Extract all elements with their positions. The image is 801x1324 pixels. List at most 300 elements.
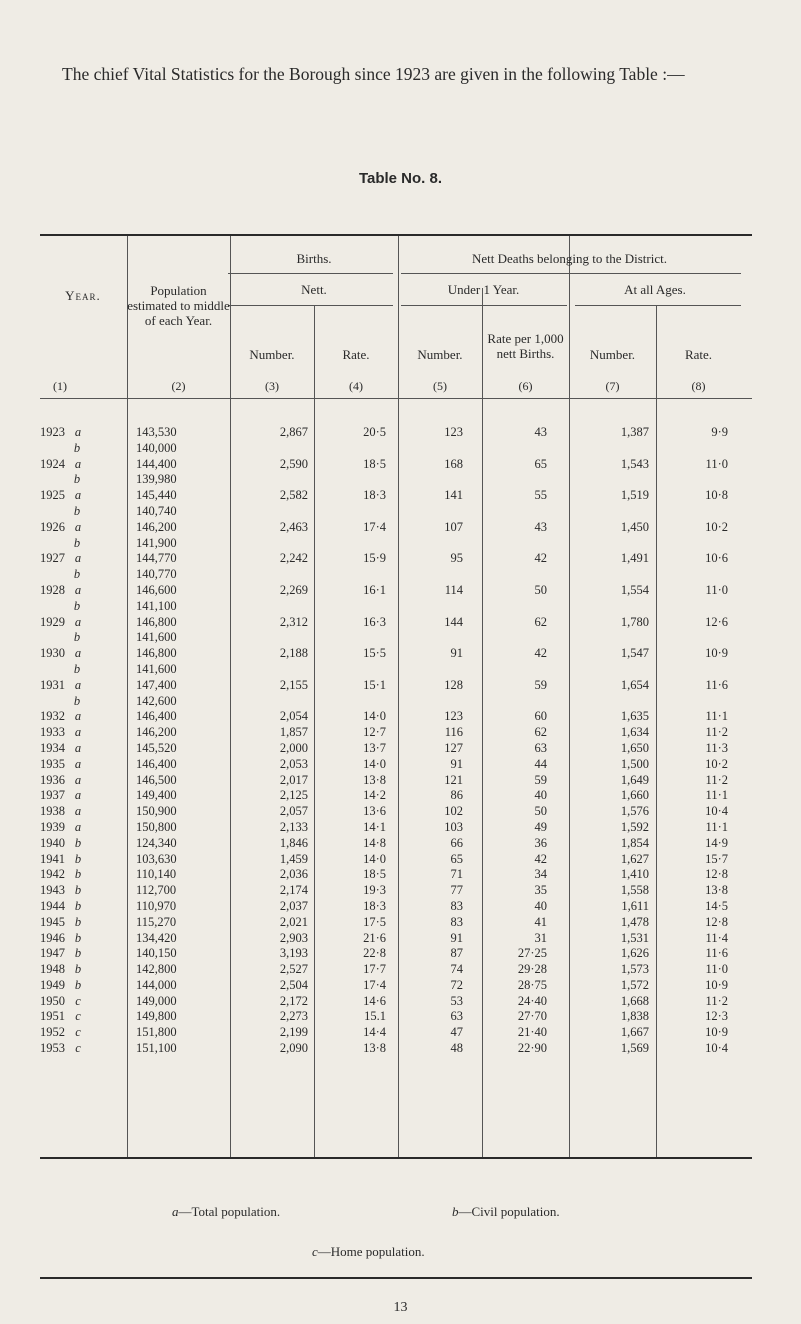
year-cell [40, 757, 84, 773]
under1-number-cell: 95 [450, 551, 463, 566]
population-basis-suffix: b [73, 661, 81, 676]
header-all-number: Number. [589, 347, 636, 362]
col-number-4: (4) [349, 379, 363, 393]
under1-number-cell: 66 [450, 835, 463, 850]
under1-number-cell: 102 [444, 804, 463, 819]
table-row [40, 773, 750, 789]
header-nett-deaths: Nett Deaths belonging to the District. [472, 251, 667, 266]
births-rate-cell: 14·8 [363, 835, 386, 850]
population-cell: 103,630 [136, 851, 177, 866]
births-rate-cell: 14·2 [363, 788, 386, 803]
population-cell: 141,100 [136, 598, 177, 613]
footer-rule [40, 1277, 752, 1279]
under1-rate-cell: 22·90 [517, 1041, 547, 1056]
population-cell: 142,600 [136, 693, 177, 708]
births-rate-cell: 18·5 [363, 867, 386, 882]
table-bottom-rule [40, 1157, 752, 1159]
births-number-cell: 2,125 [279, 788, 308, 803]
table-row [40, 694, 750, 710]
births-rate-cell: 15·1 [363, 677, 386, 692]
under1-number-cell: 71 [450, 867, 463, 882]
population-basis-suffix: a [74, 614, 82, 629]
year-value: 1941 [40, 851, 65, 866]
all-ages-number-cell: 1,611 [621, 898, 649, 913]
under1-number-cell: 144 [444, 614, 463, 629]
table-row [40, 788, 750, 804]
population-cell: 151,100 [136, 1041, 177, 1056]
all-ages-number-cell: 1,649 [620, 772, 649, 787]
population-cell: 146,800 [136, 614, 177, 629]
population-basis-suffix: b [74, 835, 82, 850]
all-ages-number-cell: 1,519 [620, 488, 649, 503]
all-ages-number-cell: 1,531 [620, 930, 649, 945]
births-number-cell: 2,312 [279, 614, 308, 629]
col-number-5: (5) [433, 379, 447, 393]
under1-number-cell: 72 [450, 977, 463, 992]
population-cell: 149,000 [136, 993, 177, 1008]
year-cell [40, 599, 84, 615]
all-ages-number-cell: 1,634 [620, 725, 649, 740]
population-basis-suffix: b [73, 535, 81, 550]
population-basis-suffix: a [74, 756, 82, 771]
under1-underline [401, 305, 567, 306]
births-rate-cell: 13·8 [363, 1041, 386, 1056]
year-cell [40, 425, 84, 441]
year-value: 1931 [40, 677, 65, 692]
table-row [40, 1025, 750, 1041]
under1-number-cell: 83 [450, 898, 463, 913]
table-row [40, 725, 750, 741]
table-row [40, 962, 750, 978]
population-basis-suffix: b [73, 472, 81, 487]
all-ages-number-cell: 1,387 [620, 425, 649, 439]
population-cell: 145,520 [136, 740, 177, 755]
table-row [40, 978, 750, 994]
under1-number-cell: 74 [450, 962, 463, 977]
births-rate-cell: 14·4 [363, 1025, 386, 1040]
col-number-7: (7) [605, 379, 620, 393]
all-ages-rate-cell: 11·0 [705, 456, 728, 471]
births-number-cell: 2,463 [279, 519, 308, 534]
year-value: 1927 [40, 551, 65, 566]
births-number-cell: 2,273 [279, 1009, 308, 1024]
all-ages-rate-cell: 9·9 [711, 425, 728, 439]
population-cell: 146,200 [136, 725, 177, 740]
year-cell [40, 836, 84, 852]
population-cell: 144,000 [136, 977, 177, 992]
year-value: 1933 [40, 725, 65, 740]
all-ages-rate-cell: 14·5 [705, 898, 728, 913]
under1-rate-cell: 40 [534, 788, 547, 803]
births-rate-cell: 18·3 [363, 488, 386, 503]
year-cell [40, 820, 84, 836]
births-number-cell: 2,590 [279, 456, 308, 471]
births-number-cell: 1,846 [279, 835, 308, 850]
births-number-cell: 2,242 [279, 551, 308, 566]
births-rate-cell: 18·5 [363, 456, 386, 471]
all-ages-number-cell: 1,573 [620, 962, 649, 977]
year-value: 1943 [40, 883, 65, 898]
population-cell: 146,500 [136, 772, 177, 787]
population-cell: 149,400 [136, 788, 177, 803]
table-row [40, 994, 750, 1010]
table-row [40, 931, 750, 947]
population-basis-suffix: b [74, 977, 82, 992]
header-under1-number: Number. [417, 347, 463, 362]
table-row [40, 615, 750, 631]
population-cell: 141,600 [136, 661, 177, 676]
population-basis-suffix: a [74, 804, 82, 819]
year-value: 1952 [40, 1025, 65, 1040]
all-ages-rate-cell: 13·8 [705, 883, 728, 898]
table-row [40, 757, 750, 773]
population-cell: 150,900 [136, 804, 177, 819]
all-ages-rate-cell: 12·8 [705, 914, 728, 929]
header-births: Births. [296, 251, 332, 266]
population-basis-suffix: b [74, 898, 82, 913]
footnote-c [312, 1244, 425, 1260]
year-value: 1925 [40, 488, 65, 503]
all-ages-number-cell: 1,554 [620, 582, 649, 597]
year-cell [40, 551, 84, 567]
population-basis-suffix: c [75, 1025, 81, 1040]
under1-number-cell: 65 [450, 851, 463, 866]
under1-rate-cell: 42 [534, 551, 547, 566]
under1-number-cell: 116 [444, 725, 463, 740]
under1-number-cell: 121 [444, 772, 463, 787]
under1-rate-cell: 42 [534, 851, 547, 866]
year-cell [40, 709, 84, 725]
under1-rate-cell: 59 [534, 677, 547, 692]
births-number-cell: 2,504 [279, 977, 308, 992]
year-cell [40, 1025, 84, 1041]
births-number-cell: 2,090 [279, 1041, 308, 1056]
births-number-cell: 2,054 [279, 709, 308, 724]
population-cell: 150,800 [136, 819, 177, 834]
all-ages-rate-cell: 11·1 [705, 788, 728, 803]
year-cell [40, 883, 84, 899]
population-basis-suffix: a [74, 646, 82, 661]
under1-rate-cell: 44 [534, 756, 547, 771]
under1-number-cell: 63 [450, 1009, 463, 1024]
under1-rate-cell: 35 [534, 883, 547, 898]
year-value: 1929 [40, 614, 65, 629]
year-cell [40, 662, 84, 678]
col-number-8: (8) [691, 379, 706, 393]
year-value: 1945 [40, 914, 65, 929]
table-row [40, 946, 750, 962]
year-value: 1937 [40, 788, 65, 803]
population-basis-suffix: c [75, 993, 81, 1008]
births-number-cell: 2,903 [279, 930, 308, 945]
population-cell: 124,340 [136, 835, 177, 850]
table-row [40, 820, 750, 836]
population-basis-suffix: a [74, 819, 82, 834]
under1-rate-cell: 40 [534, 898, 547, 913]
births-number-cell: 2,199 [279, 1025, 308, 1040]
nett-underline [228, 305, 393, 306]
all-ages-rate-cell: 10·6 [705, 551, 728, 566]
population-basis-suffix: b [74, 883, 82, 898]
under1-rate-cell: 59 [534, 772, 547, 787]
under1-rate-cell: 50 [534, 582, 547, 597]
year-cell [40, 441, 84, 457]
footnote-c-key: c [312, 1244, 318, 1259]
year-cell [40, 915, 84, 931]
all-ages-number-cell: 1,668 [620, 993, 649, 1008]
under1-rate-cell: 55 [534, 488, 547, 503]
year-cell [40, 583, 84, 599]
under1-number-cell: 86 [450, 788, 463, 803]
population-cell: 145,440 [136, 488, 177, 503]
births-rate-cell: 14·0 [363, 851, 386, 866]
year-cell [40, 504, 84, 520]
under1-rate-cell: 24·40 [517, 993, 547, 1008]
all-ages-rate-cell: 11·2 [705, 993, 728, 1008]
all-ages-rate-cell: 11·2 [705, 725, 728, 740]
under1-number-cell: 53 [450, 993, 463, 1008]
population-basis-suffix: b [73, 503, 81, 518]
births-rate-cell: 21·6 [363, 930, 386, 945]
all-ages-rate-cell: 10·4 [705, 1041, 728, 1056]
births-number-cell: 1,459 [279, 851, 308, 866]
births-number-cell: 2,021 [279, 914, 308, 929]
under1-number-cell: 141 [444, 488, 463, 503]
table-row [40, 457, 750, 473]
footnote-b-text: —Civil population. [458, 1204, 560, 1219]
births-rate-cell: 14·0 [363, 709, 386, 724]
under1-number-cell: 83 [450, 914, 463, 929]
table-row [40, 551, 750, 567]
all-ages-rate-cell: 11·2 [705, 772, 728, 787]
births-number-cell: 2,053 [279, 756, 308, 771]
population-basis-suffix: a [74, 772, 82, 787]
population-cell: 146,600 [136, 582, 177, 597]
population-basis-suffix: b [73, 630, 81, 645]
all-ages-number-cell: 1,572 [620, 977, 649, 992]
births-number-cell: 2,155 [279, 677, 308, 692]
population-basis-suffix: c [75, 1041, 81, 1056]
population-cell: 134,420 [136, 930, 177, 945]
under1-rate-cell: 43 [534, 519, 547, 534]
under1-rate-cell: 62 [534, 614, 547, 629]
population-basis-suffix: a [74, 488, 82, 503]
under1-number-cell: 47 [450, 1025, 463, 1040]
header-all-rate: Rate. [684, 347, 713, 362]
year-value: 1946 [40, 930, 65, 945]
year-cell [40, 615, 84, 631]
population-basis-suffix: a [74, 725, 82, 740]
table-row [40, 488, 750, 504]
year-value: 1948 [40, 962, 65, 977]
table-row [40, 646, 750, 662]
all-ages-number-cell: 1,780 [620, 614, 649, 629]
population-basis-suffix: a [74, 677, 82, 692]
population-cell: 140,000 [136, 440, 177, 455]
births-rate-cell: 17·4 [363, 519, 386, 534]
population-cell: 141,900 [136, 535, 177, 550]
population-basis-suffix: a [74, 456, 82, 471]
table-row [40, 425, 750, 441]
table-row [40, 804, 750, 820]
year-value: 1939 [40, 819, 65, 834]
under1-rate-cell: 62 [534, 725, 547, 740]
year-cell [40, 741, 84, 757]
footnote-c-text: —Home population. [317, 1244, 425, 1259]
under1-number-cell: 127 [444, 740, 463, 755]
births-number-cell: 2,174 [279, 883, 308, 898]
under1-rate-cell: 63 [534, 740, 547, 755]
header-population: Population estimated to middle of each Year. [127, 283, 230, 328]
year-value: 1951 [40, 1009, 65, 1024]
population-cell: 146,400 [136, 709, 177, 724]
population-cell: 144,400 [136, 456, 177, 471]
under1-number-cell: 114 [444, 582, 463, 597]
year-cell [40, 1041, 84, 1057]
under1-number-cell: 91 [450, 646, 463, 661]
under1-rate-cell: 27·70 [517, 1009, 547, 1024]
table-body [40, 425, 750, 1057]
population-cell: 146,200 [136, 519, 177, 534]
year-value: 1923 [40, 425, 65, 439]
under1-rate-cell: 34 [534, 867, 547, 882]
under1-rate-cell: 49 [534, 819, 547, 834]
year-cell [40, 725, 84, 741]
all-ages-rate-cell: 10·9 [705, 977, 728, 992]
header-year: Year. [65, 288, 101, 303]
all-ages-number-cell: 1,450 [620, 519, 649, 534]
all-ages-number-cell: 1,654 [620, 677, 649, 692]
table-row [40, 867, 750, 883]
births-rate-cell: 17·5 [363, 914, 386, 929]
table-row [40, 1041, 750, 1057]
births-number-cell: 2,172 [279, 993, 308, 1008]
year-cell [40, 946, 84, 962]
all-ages-rate-cell: 11·1 [705, 709, 728, 724]
under1-number-cell: 87 [450, 946, 463, 961]
under1-rate-cell: 21·40 [517, 1025, 547, 1040]
all-ages-number-cell: 1,491 [620, 551, 649, 566]
year-value: 1935 [40, 756, 65, 771]
population-basis-suffix: b [74, 851, 82, 866]
year-cell [40, 773, 84, 789]
header-rate-per-1000: Rate per 1,000 nett Births. [487, 331, 564, 361]
under1-number-cell: 107 [444, 519, 463, 534]
births-number-cell: 2,133 [279, 819, 308, 834]
year-value: 1949 [40, 977, 65, 992]
year-cell [40, 630, 84, 646]
population-basis-suffix: a [74, 551, 82, 566]
year-value: 1944 [40, 898, 65, 913]
all-ages-number-cell: 1,627 [620, 851, 649, 866]
births-rate-cell: 13·8 [363, 772, 386, 787]
all-ages-rate-cell: 12·6 [705, 614, 728, 629]
year-value: 1934 [40, 740, 65, 755]
footnote-a-text: —Total population. [178, 1204, 281, 1219]
all-ages-rate-cell: 10·2 [705, 756, 728, 771]
year-cell [40, 488, 84, 504]
population-cell: 140,770 [136, 567, 177, 582]
year-value: 1953 [40, 1041, 65, 1056]
population-cell: 141,600 [136, 630, 177, 645]
header-births-number: Number. [249, 347, 295, 362]
year-value: 1942 [40, 867, 65, 882]
year-cell [40, 867, 84, 883]
population-cell: 140,150 [136, 946, 177, 961]
population-cell: 147,400 [136, 677, 177, 692]
population-basis-suffix: a [74, 709, 82, 724]
population-basis-suffix: b [74, 930, 82, 945]
under1-rate-cell: 43 [534, 425, 547, 439]
footnote-a [172, 1204, 280, 1220]
deaths-underline [401, 273, 741, 274]
population-cell: 146,800 [136, 646, 177, 661]
under1-rate-cell: 29·28 [517, 962, 547, 977]
year-value: 1930 [40, 646, 65, 661]
year-cell [40, 1009, 84, 1025]
table-row [40, 599, 750, 615]
table-row [40, 662, 750, 678]
births-rate-cell: 15·5 [363, 646, 386, 661]
births-number-cell: 2,269 [279, 582, 308, 597]
births-number-cell: 1,857 [279, 725, 308, 740]
all-ages-number-cell: 1,543 [620, 456, 649, 471]
allages-underline [575, 305, 741, 306]
births-rate-cell: 19·3 [363, 883, 386, 898]
table-row [40, 536, 750, 552]
all-ages-number-cell: 1,635 [620, 709, 649, 724]
all-ages-rate-cell: 11·6 [705, 946, 728, 961]
population-basis-suffix: a [74, 788, 82, 803]
table-row [40, 1009, 750, 1025]
births-number-cell: 2,036 [279, 867, 308, 882]
all-ages-rate-cell: 12·3 [705, 1009, 728, 1024]
births-rate-cell: 14·6 [363, 993, 386, 1008]
year-cell [40, 994, 84, 1010]
births-rate-cell: 14·1 [363, 819, 386, 834]
table-row [40, 630, 750, 646]
all-ages-number-cell: 1,410 [620, 867, 649, 882]
all-ages-rate-cell: 15·7 [705, 851, 728, 866]
population-basis-suffix: b [73, 440, 81, 455]
all-ages-rate-cell: 10·9 [705, 1025, 728, 1040]
under1-number-cell: 123 [444, 425, 463, 439]
table-row [40, 852, 750, 868]
all-ages-number-cell: 1,569 [620, 1041, 649, 1056]
births-number-cell: 2,037 [279, 898, 308, 913]
population-basis-suffix: b [73, 567, 81, 582]
births-rate-cell: 18·3 [363, 898, 386, 913]
population-cell: 112,700 [136, 883, 177, 898]
year-cell [40, 536, 84, 552]
population-basis-suffix: b [73, 598, 81, 613]
year-value: 1926 [40, 519, 65, 534]
all-ages-number-cell: 1,592 [620, 819, 649, 834]
population-basis-suffix: a [74, 519, 82, 534]
intro-paragraph: The chief Vital Statistics for the Borough since 1923 are given in the following Table :— [62, 64, 685, 84]
births-number-cell: 2,188 [279, 646, 308, 661]
under1-rate-cell: 36 [534, 835, 547, 850]
births-rate-cell: 17·7 [363, 962, 386, 977]
header-births-rate: Rate. [342, 347, 370, 362]
under1-number-cell: 103 [444, 819, 463, 834]
births-rate-cell: 16·1 [363, 582, 386, 597]
under1-rate-cell: 50 [534, 804, 547, 819]
all-ages-rate-cell: 14·9 [705, 835, 728, 850]
population-cell: 143,530 [136, 425, 177, 439]
table-row [40, 915, 750, 931]
col-number-6: (6) [518, 379, 533, 393]
